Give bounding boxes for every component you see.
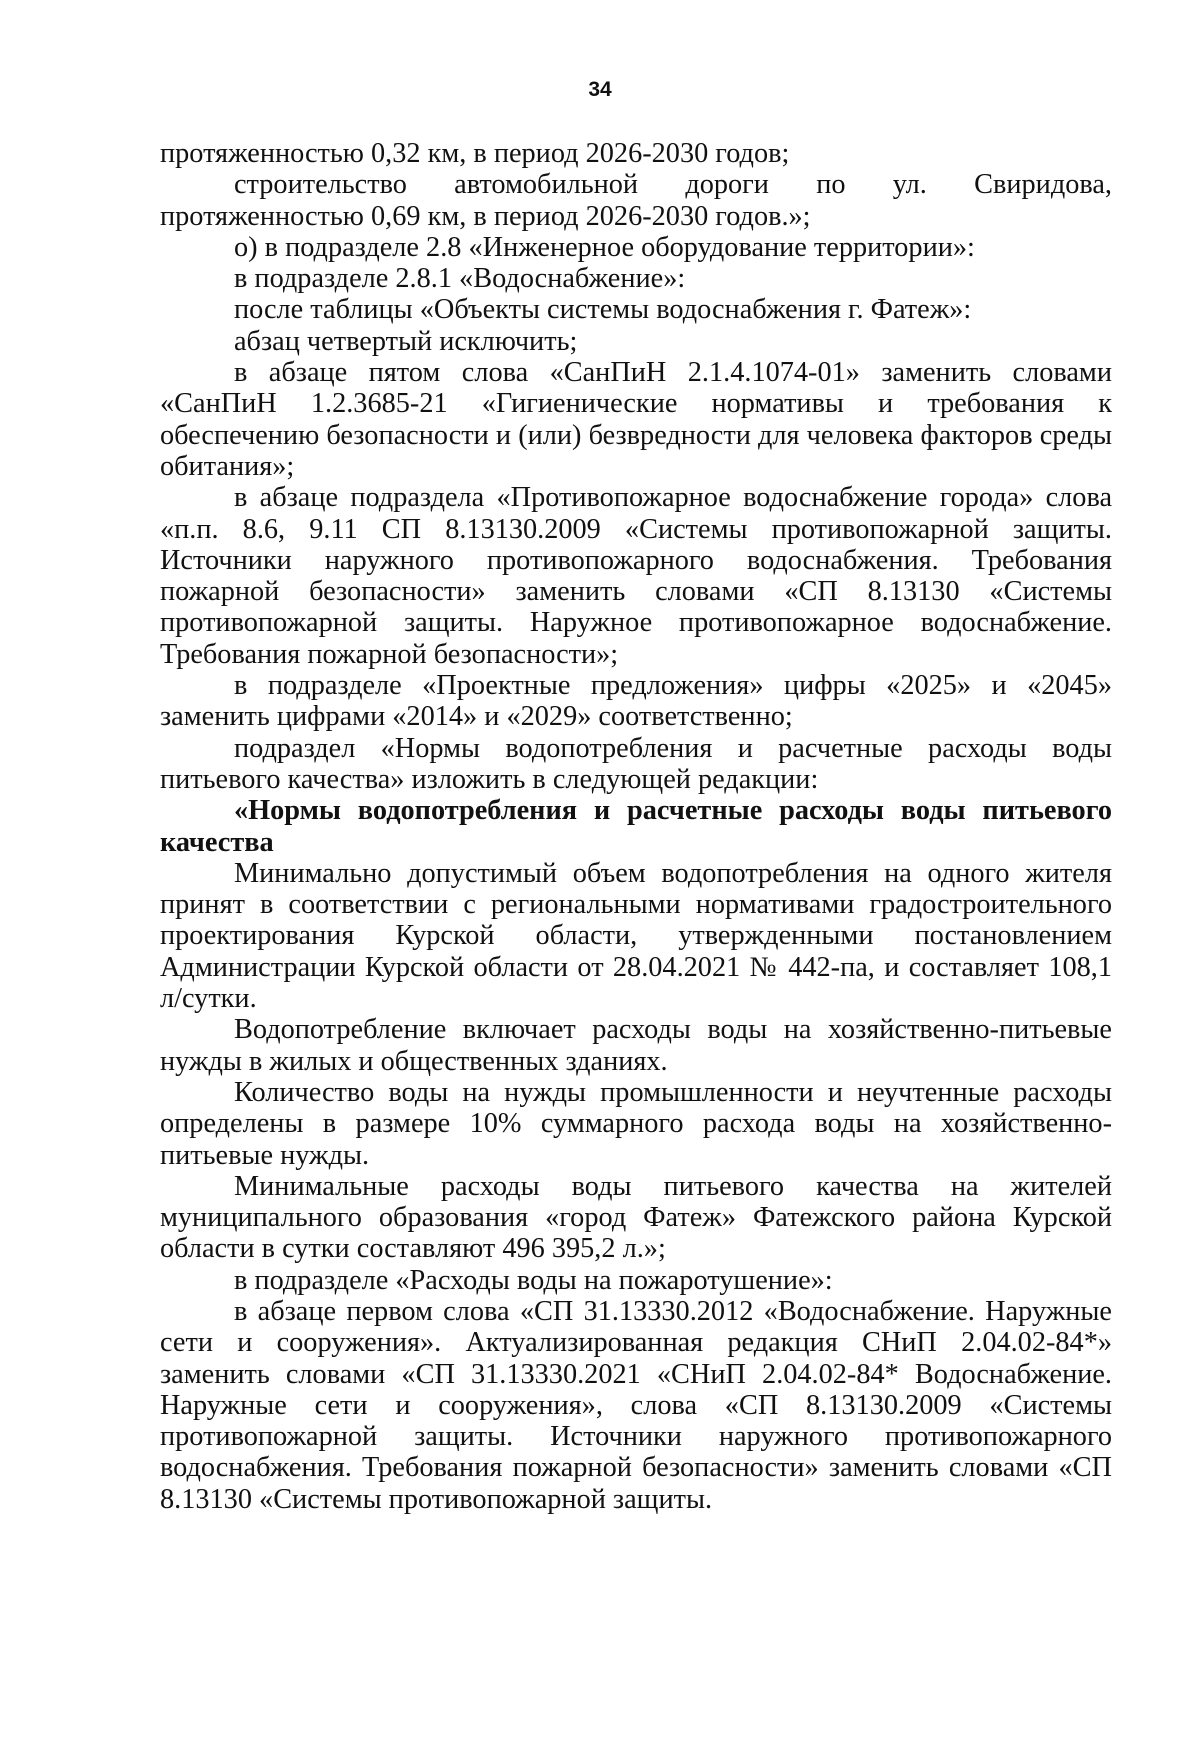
paragraph-sanpin: в абзаце пятом слова «СанПиН 2.1.4.1074-01» заменить словами «СанПиН 1.2.3685-21 «Гигиенические нормативы и требования к обеспечению безопасности и (или) безвредности для человека факторов среды обитания»;	[160, 357, 1112, 482]
paragraph-min-consumption: Минимально допустимый объем водопотребления на одного жителя принят в соответствии с региональными нормативами градостроительного проектирования Курской области, утвержденными постановлением Администрации Курской области от 28.04.2021 № 442-па, и составляет 108,1 л/сутки.	[160, 857, 1112, 1015]
paragraph-industry-water: Количество воды на нужды промышленности и неучтенные расходы определены в размере 10% суммарного расхода воды на хозяйственно-питьевые нужды.	[160, 1076, 1112, 1171]
paragraph-subsection-2-8: о) в подразделе 2.8 «Инженерное оборудование территории»:	[234, 231, 975, 263]
paragraph-continuation: протяженностью 0,32 км, в период 2026-2030 годов;	[160, 138, 790, 169]
paragraph-after-table: после таблицы «Объекты системы водоснабжения г. Фатеж»:	[234, 294, 972, 326]
paragraph-subsection-2-8-1: в подразделе 2.8.1 «Водоснабжение»:	[234, 263, 686, 295]
paragraph-fire-water-supply: в абзаце подраздела «Противопожарное водоснабжение города» слова «п.п. 8.6, 9.11 СП 8.13130.2009 «Системы противопожарной защиты. Источники наружного противопожарного водоснабжения. Требования пожарной безопасности» заменить словами «СП 8.13130 «Системы противопожарной защиты. Наружное противопожарное водоснабжение. Требования пожарной безопасности»;	[160, 482, 1112, 670]
paragraph-first-abzac: в абзаце первом слова «СП 31.13330.2012 «Водоснабжение. Наружные сети и сооружения». Актуализированная редакция СНиП 2.04.02-84*» заменить словами «СП 31.13330.2021 «СНиП 2.04.02-84* Водоснабжение. Наружные сети и сооружения», слова «СП 8.13130.2009 «Системы противопожарной защиты. Источники наружного противопожарного водоснабжения. Требования пожарной безопасности» заменить словами «СП 8.13130 «Системы противопожарной защиты.	[160, 1295, 1112, 1515]
paragraph-norms-subsection: подраздел «Нормы водопотребления и расчетные расходы воды питьевого качества» изложить в следующей редакции:	[160, 732, 1112, 795]
paragraph-road-construction: строительство автомобильной дороги по ул. Свиридова, протяженностью 0,69 км, в период 2026-2030 годов.»;	[160, 169, 1112, 232]
paragraph-exclude-fourth: абзац четвертый исключить;	[234, 325, 578, 357]
paragraph-consumption-includes: Водопотребление включает расходы воды на хозяйственно-питьевые нужды в жилых и общественных зданиях.	[160, 1014, 1112, 1077]
paragraph-project-proposals: в подразделе «Проектные предложения» цифры «2025» и «2045» заменить цифрами «2014» и «2029» соответственно;	[160, 670, 1112, 733]
paragraph-min-daily-expenses: Минимальные расходы воды питьевого качества на жителей муниципального образования «город Фатеж» Фатежского района Курской области в сутки составляют 496 395,2 л.»;	[160, 1170, 1112, 1265]
document-body	[160, 138, 1112, 1515]
page-number: 34	[588, 78, 612, 101]
paragraph-firefighting-subsection: в подразделе «Расходы воды на пожаротушение»:	[234, 1264, 833, 1296]
section-heading: «Нормы водопотребления и расчетные расходы воды питьевого качества	[160, 795, 1112, 858]
